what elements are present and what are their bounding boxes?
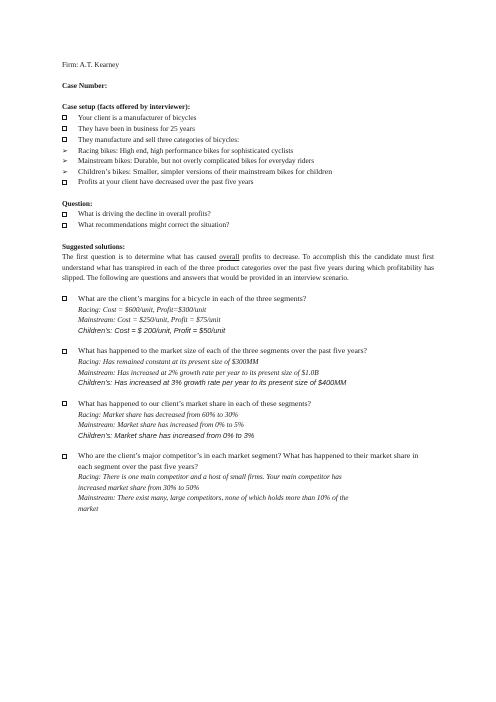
qa-answer: Children’s: Market share has increased from 0% to 3% xyxy=(78,430,255,440)
qa-answer: Racing: Market share has decreased from 60% to 30% xyxy=(78,409,239,419)
setup-item-text: Children’s bikes: Smaller, simpler versions of their mainstream bikes for children xyxy=(78,166,333,176)
firm-line: Firm: A.T. Kearney xyxy=(62,60,120,69)
solutions-heading: Suggested solutions: xyxy=(62,241,126,251)
setup-item xyxy=(62,113,434,124)
qa-answer: Racing: Cost = $600/unit, Profit=$300/unit xyxy=(78,304,207,314)
qa-answer: Mainstream: There exist many, large competitors, none of which holds more than 10% of the xyxy=(78,493,349,502)
qa-question-text: What are the client’s margins for a bicycle in each of the three segments? xyxy=(78,293,307,303)
qa-answer: Children’s: Cost = $ 200/unit, Profit = $50/unit xyxy=(78,325,226,335)
setup-subitem xyxy=(62,156,434,167)
setup-item-text: They manufacture and sell three categories of bicycles: xyxy=(78,134,240,144)
setup-item xyxy=(62,135,434,146)
qa-question xyxy=(62,451,434,472)
qa-question xyxy=(62,399,434,410)
solutions-text: profits to decrease. To accomplish this the candidate must first understand what has transpired in each of the three product categories over the past five years during which profitability has slipped. The following are questions and answers that would be provided in an interview scenario. xyxy=(62,252,434,282)
setup-item xyxy=(62,177,434,188)
solutions-paragraph xyxy=(62,252,434,284)
qa-answer: Children’s: Has increased at 3% growth rate per year to its present size of $400MM xyxy=(78,378,347,387)
qa-question-text: What has happened to our client’s market share in each of these segments? xyxy=(78,398,311,408)
checkbox-bullet-icon xyxy=(62,135,78,146)
qa-answer: Racing: There is one main competitor and a host of small firms. Your main competitor has xyxy=(78,472,342,481)
checkbox-bullet-icon xyxy=(62,124,78,135)
setup-item-text: Profits at your client have decreased over the past five years xyxy=(78,177,254,186)
qa-answer: market xyxy=(78,503,99,513)
setup-item-text: Mainstream bikes: Durable, but not overly complicated bikes for everyday riders xyxy=(78,156,315,165)
setup-item-text: They have been in business for 25 years xyxy=(78,123,195,133)
checkbox-bullet-icon xyxy=(62,113,78,124)
arrow-bullet-icon: ➢ xyxy=(62,146,68,155)
setup-item-text: Your client is a manufacturer of bicycles xyxy=(78,112,197,122)
question-text: What is driving the decline in overall profits? xyxy=(78,209,211,218)
qa-question xyxy=(62,294,434,305)
qa-answer: Mainstream: Has increased at 2% growth rate per year to its present size of $1.0B xyxy=(78,367,319,377)
checkbox-bullet-icon xyxy=(62,451,78,462)
question-item xyxy=(62,209,434,220)
checkbox-bullet-icon xyxy=(62,177,78,188)
qa-answer: increased market share from 30% to 50% xyxy=(78,482,200,492)
case-number-label: Case Number: xyxy=(62,81,108,90)
checkbox-bullet-icon xyxy=(62,209,78,220)
question-text: What recommendations might correct the situation? xyxy=(78,220,230,229)
checkbox-bullet-icon xyxy=(62,220,78,231)
arrow-bullet-icon: ➢ xyxy=(62,157,68,165)
qa-question xyxy=(62,346,434,357)
solutions-text: The first question is to determine what has caused xyxy=(62,252,220,261)
setup-subitem xyxy=(62,146,434,157)
qa-answer: Racing: Has remained constant at its present size of $300MM xyxy=(78,357,259,366)
checkbox-bullet-icon xyxy=(62,399,78,410)
setup-heading: Case setup (facts offered by interviewer): xyxy=(62,102,191,111)
qa-question-text: What has happened to the market size of each of the three segments over the past five years? xyxy=(78,346,368,355)
qa-answer: Mainstream: Market share has increased from 0% to 5% xyxy=(78,420,244,429)
document-body xyxy=(62,60,434,514)
question-heading: Question: xyxy=(62,198,93,208)
question-item xyxy=(62,220,434,231)
checkbox-bullet-icon xyxy=(62,294,78,305)
setup-item xyxy=(62,124,434,135)
qa-answer: Mainstream: Cost = $250/unit, Profit = $75/unit xyxy=(78,315,221,324)
checkbox-bullet-icon xyxy=(62,346,78,357)
solutions-underlined-word: overall xyxy=(219,252,240,261)
qa-question-text: Who are the client’s major competitor’s in each market segment? What has happened to their market share in each segment over the past five years? xyxy=(78,451,419,471)
arrow-bullet-icon: ➢ xyxy=(62,167,68,176)
setup-subitem xyxy=(62,167,434,178)
setup-item-text: Racing bikes: High end, high performance bikes for sophisticated cyclists xyxy=(78,145,294,155)
